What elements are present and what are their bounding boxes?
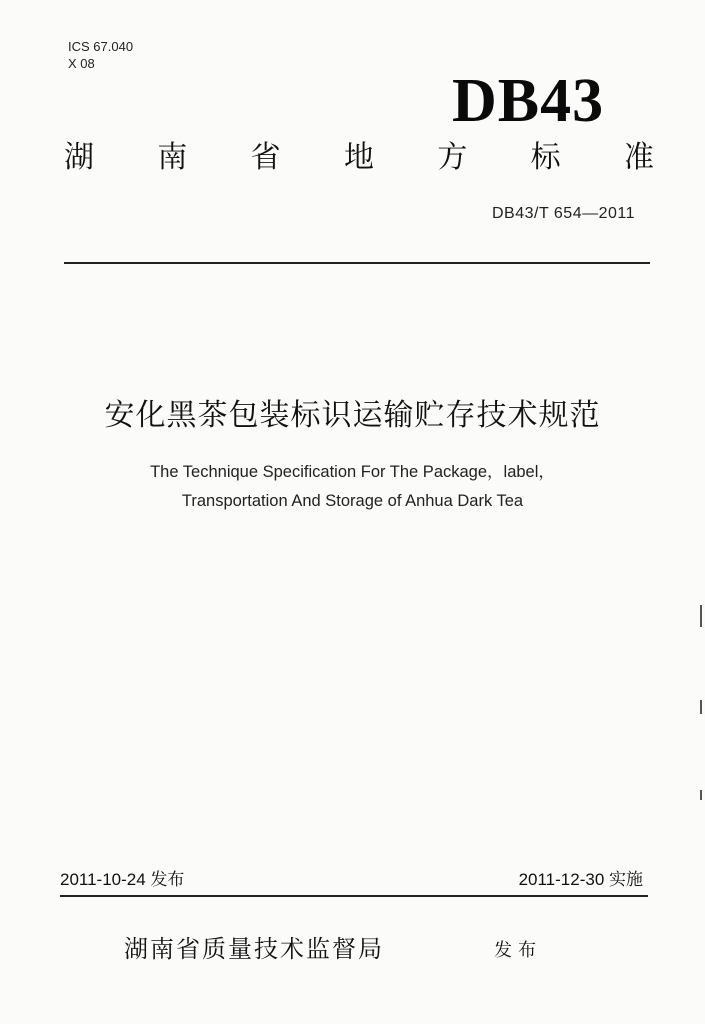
footer-divider (60, 895, 648, 897)
standard-type-char: 湖 (64, 140, 94, 175)
standard-type-char: 标 (530, 140, 561, 175)
standard-type-char: 省 (250, 140, 281, 175)
scan-edge-mark (700, 605, 702, 627)
issuing-authority: 湖南省质量技术监督局 (124, 935, 384, 963)
db-code-logo: DB43 (452, 67, 605, 135)
standard-type-char: 地 (343, 140, 374, 175)
standard-type-char: 南 (157, 140, 188, 175)
ics-classification (68, 38, 133, 72)
english-title-line-2: Transportation And Storage of Anhua Dark Tea (181, 492, 524, 510)
implement-date: 2011-12-30 实施 (518, 870, 643, 889)
scan-edge-mark (700, 700, 702, 714)
ics-code: ICS 67.040 (68, 39, 134, 54)
class-code: X 08 (68, 56, 95, 71)
scan-edge-mark (700, 790, 702, 800)
document-title-chinese: 安化黑茶包装标识运输贮存技术规范 (104, 398, 601, 433)
english-title-line-1: The Technique Specification For The Package，label， (150, 463, 555, 481)
publish-date: 2011-10-24 发布 (60, 870, 185, 889)
standard-type-char: 方 (437, 140, 468, 175)
standard-number: DB43/T 654—2011 (492, 205, 635, 222)
standard-type-heading (64, 138, 654, 178)
standard-type-char: 准 (623, 140, 654, 175)
header-divider (64, 262, 650, 264)
issuer-action: 发布 (494, 940, 542, 961)
document-title-english (0, 458, 705, 516)
